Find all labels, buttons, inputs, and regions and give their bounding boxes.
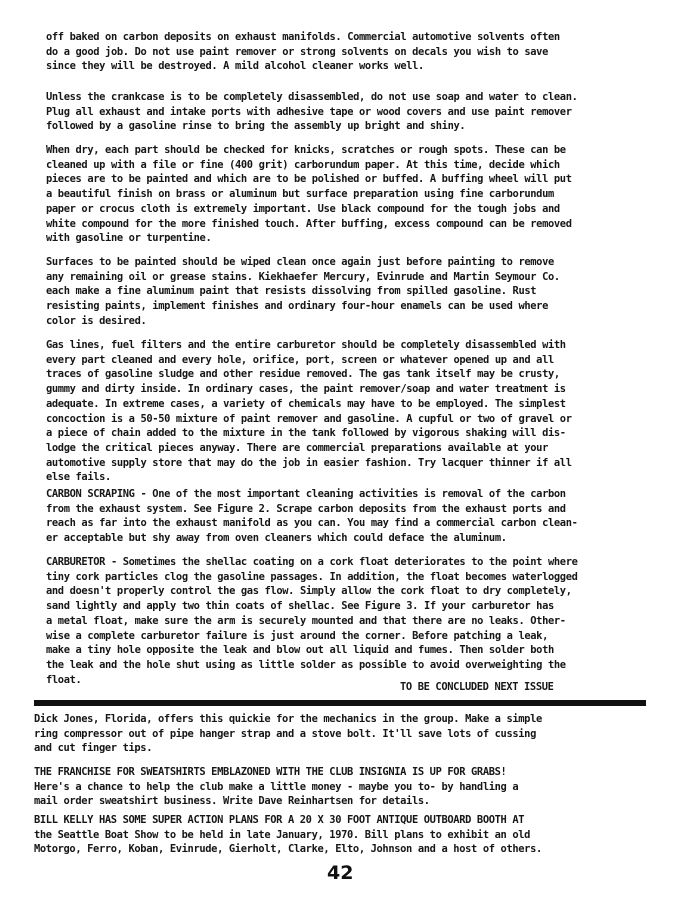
- section-divider: [34, 700, 646, 706]
- paragraph-fuel-system: Gas lines, fuel filters and the entire carburetor should be completely disassembled with every part cleaned and every hole, orifice, port, screen or whatever opened up and all traces of gasoline sludge and other residue removed. The gas tank itself may be crusty, gummy and dirty inside. In ordinary cases, the paint remover/soap and water treatment is adequate. In extreme cases, a variety of chemicals may have to be employed. The simplest concoction is a 50-50 mixture of paint remover and gasoline. A cupful or two of gravel or a piece of chain added to the mixture in the tank followed by vigorous shaking will dis- lodge the critical pieces anyway. There are commercial preparations available at your automotive supply store that may do the job in easier fashion. Try lacquer thinner if all else fails.: [46, 339, 572, 484]
- note-ring-compressor: Dick Jones, Florida, offers this quickie for the mechanics in the group. Make a simple ring compressor out of pipe hanger strap and a stove bolt. It'll save lots of cussing and cut finger tips.: [34, 713, 542, 755]
- paragraph-painting: Surfaces to be painted should be wiped clean once again just before painting to remove any remaining oil or grease stains. Kiekhaefer Mercury, Evinrude and Martin Seymour Co. each make a fine aluminum paint that resists dissolving from spilled gasoline. Rust resisting paints, implement finishes and ordinary four-hour enamels can be used where color is desired.: [46, 256, 560, 327]
- paragraph-decal-cleaning: off baked on carbon deposits on exhaust manifolds. Commercial automotive solvents often do a good job. Do not use paint remover or strong solvents on decals you wish to save since they will be destroyed. A mild alcohol cleaner works well.: [46, 31, 560, 73]
- to-be-concluded-note: TO BE CONCLUDED NEXT ISSUE: [400, 681, 554, 693]
- note-boat-show-booth: BILL KELLY HAS SOME SUPER ACTION PLANS FOR A 20 X 30 FOOT ANTIQUE OUTBOARD BOOTH AT the Seattle Boat Show to be held in late January, 1970. Bill plans to exhibit an old Motorgo, Ferro, Koban, Evinrude, Gierholt, Clarke, Elto, Johnson and a host of others.: [34, 814, 542, 856]
- paragraph-carbon-scraping: CARBON SCRAPING - One of the most important cleaning activities is removal of the carbon from the exhaust system. See Figure 2. Scrape carbon deposits from the exhaust ports and reach as far into the exhaust manifold as you can. You may find a commercial carbon clean- er acceptable but shy away from oven cleaners which could deface the aluminum.: [46, 488, 578, 545]
- note-sweatshirt-franchise: THE FRANCHISE FOR SWEATSHIRTS EMBLAZONED WITH THE CLUB INSIGNIA IS UP FOR GRABS! Here's a chance to help the club make a little money - maybe you to- by handling a mail order sweatshirt business. Write Dave Reinhartsen for details.: [34, 766, 519, 808]
- page-number: 42: [327, 862, 354, 884]
- paragraph-carburetor: CARBURETOR - Sometimes the shellac coating on a cork float deteriorates to the point where tiny cork particles clog the gasoline passages. In addition, the float becomes waterlogged and doesn't properly control the gas flow. Simply allow the cork float to dry completely, sand lightly and apply two thin coats of shellac. See Figure 3. If your carburetor has a metal float, make sure the arm is securely mounted and that there are no leaks. Other- wise a complete carburetor failure is just around the corner. Before patching a leak, make a tiny hole opposite the leak and blow out all liquid and fumes. Then solder both the leak and the hole shut using as little solder as possible to avoid overweighting the float.: [46, 556, 578, 686]
- paragraph-surface-prep: When dry, each part should be checked for knicks, scratches or rough spots. These can be cleaned up with a file or fine (400 grit) carborundum paper. At this time, decide which pieces are to be painted and which are to be polished or buffed. A buffing wheel will put a beautiful finish on brass or aluminum but surface preparation using fine carborundum paper or crocus cloth is extremely important. Use black compound for the tough jobs and white compound for the more finished touch. After buffing, excess compound can be removed with gasoline or turpentine.: [46, 144, 572, 245]
- paragraph-crankcase: Unless the crankcase is to be completely disassembled, do not use soap and water to clean. Plug all exhaust and intake ports with adhesive tape or wood covers and use paint remover followed by a gasoline rinse to bring the assembly up bright and shiny.: [46, 91, 578, 133]
